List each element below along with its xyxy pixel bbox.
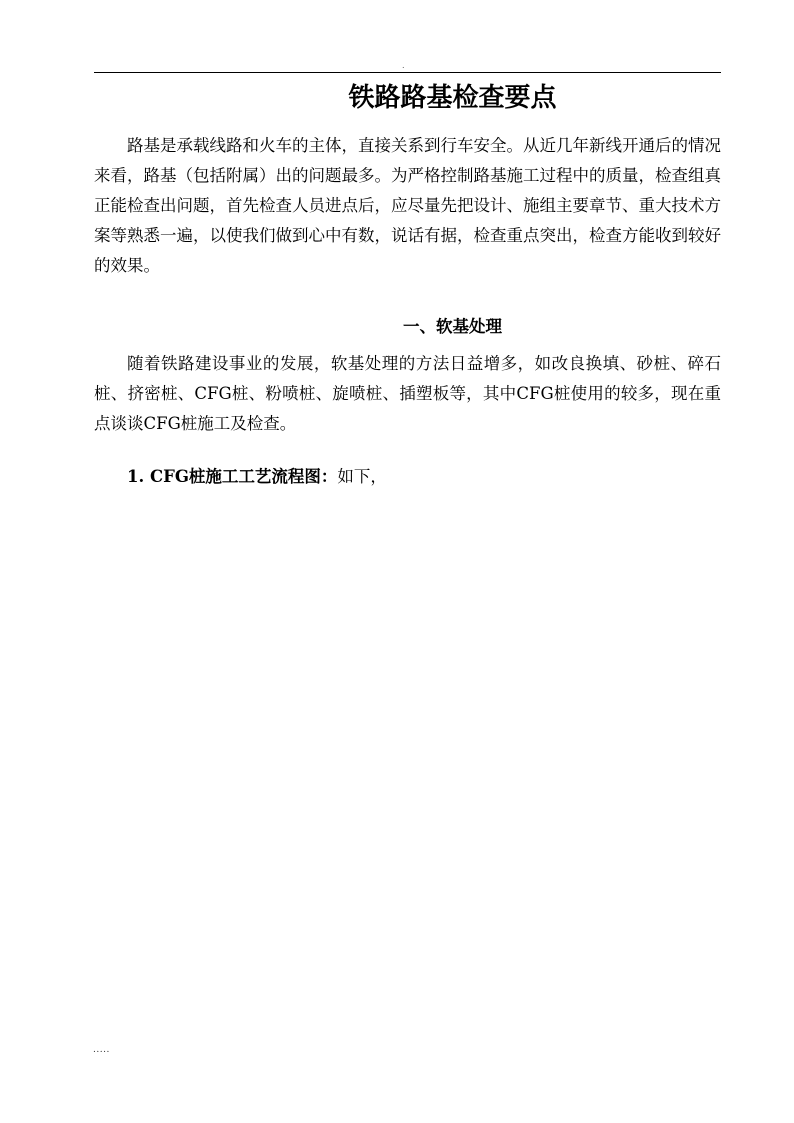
cfg-process-subheading <box>94 462 721 492</box>
section-heading-text: 一、软基处理 <box>403 317 502 336</box>
cfg-process-heading: 1. CFG桩施工工艺流程图： <box>127 467 338 486</box>
section-heading-soft-foundation <box>94 312 721 342</box>
soft-foundation-paragraph: 随着铁路建设事业的发展，软基处理的方法日益增多，如改良换填、砂桩、碎石桩、挤密桩、CFG桩、粉喷桩、旋喷桩、插塑板等，其中CFG桩使用的较多，现在重点谈谈CFG桩施工及检查。 <box>94 354 721 433</box>
footer-mark: ..... <box>93 1045 110 1055</box>
document-title <box>94 80 721 116</box>
header-mark: . <box>402 61 405 70</box>
cfg-process-continuation: 如下， <box>337 467 387 486</box>
header-rule <box>94 72 721 73</box>
document-title-text: 铁路路基检查要点 <box>348 83 557 113</box>
intro-paragraph: 路基是承载线路和火车的主体，直接关系到行车安全。从近几年新线开通后的情况来看，路基（包括附属）出的问题最多。为严格控制路基施工过程中的质量，检查组真正能检查出问题，首先检查人员进点后，应尽量先把设计、施组主要章节、重大技术方案等熟悉一遍，以使我们做到心中有数，说话有据，检查重点突出，检查方能收到较好的效果。 <box>94 136 721 275</box>
